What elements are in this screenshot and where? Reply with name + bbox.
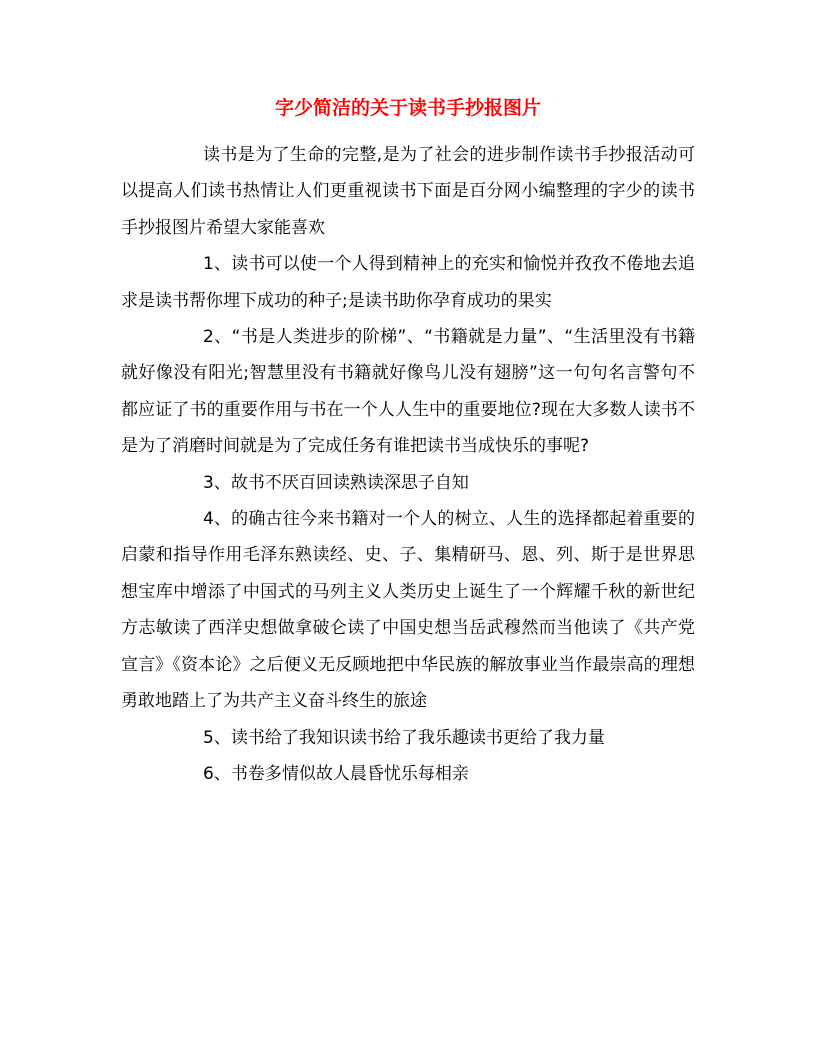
paragraph-4: 4、的确古往今来书籍对一个人的树立、人生的选择都起着重要的启蒙和指导作用毛泽东熟读经、史、子、集精研马、恩、列、斯于是世界思想宝库中增添了中国式的马列主义人类历史上诞生了一个辉耀千秋的新世纪方志敏读了西洋史想做拿破仑读了中国史想当岳武穆然而当他读了《共产党宣言》《资本论》之后便义无反顾地把中华民族的解放事业当作最崇高的理想勇敢地踏上了为共产主义奋斗终生的旅途 (121, 509, 695, 712)
page-title: 字少简洁的关于读书手抄报图片 (274, 97, 541, 119)
document-body (121, 137, 695, 792)
paragraph-5: 5、读书给了我知识读书给了我乐趣读书更给了我力量 (203, 727, 605, 748)
paragraph-3: 3、故书不厌百回读熟读深思子自知 (203, 472, 469, 493)
paragraph-6: 6、书卷多情似故人晨昏忧乐每相亲 (203, 763, 469, 784)
intro-paragraph: 读书是为了生命的完整,是为了社会的进步制作读书手抄报活动可以提高人们读书热情让人们更重视读书下面是百分网小编整理的字少的读书手抄报图片希望大家能喜欢 (121, 145, 695, 238)
paragraph-2: 2、“书是人类进步的阶梯”、“书籍就是力量”、“生活里没有书籍就好像没有阳光;智慧里没有书籍就好像鸟儿没有翅膀”这一句句名言警句不都应证了书的重要作用与书在一个人人生中的重要地位?现在大多数人读书不是为了消磨时间就是为了完成任务有谁把读书当成快乐的事呢? (121, 327, 695, 457)
paragraph-1: 1、读书可以使一个人得到精神上的充实和愉悦并孜孜不倦地去追求是读书帮你埋下成功的种子;是读书助你孕育成功的果实 (121, 254, 695, 311)
